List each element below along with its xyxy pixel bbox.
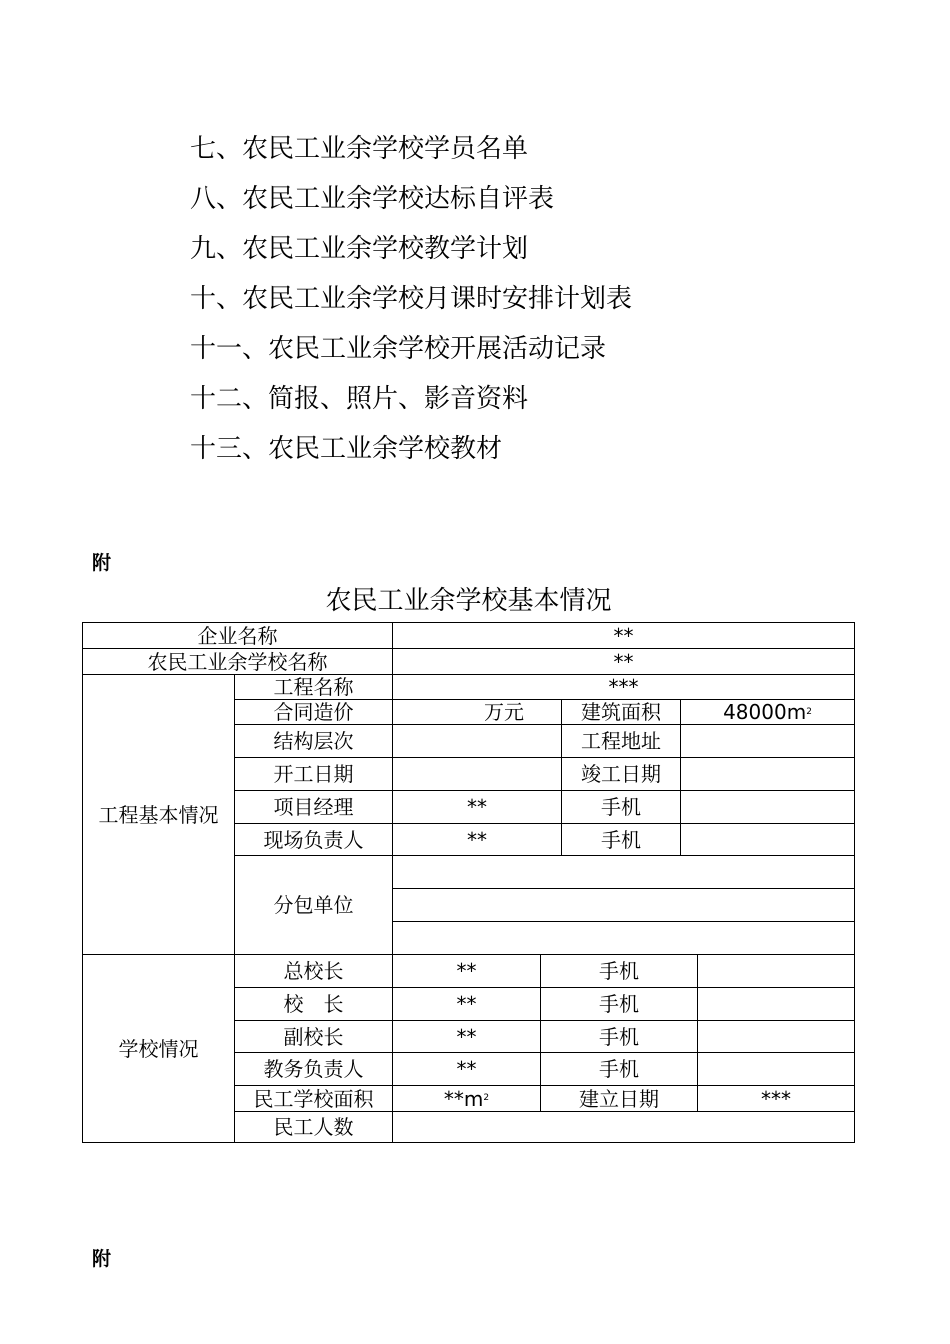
phone-value bbox=[697, 1052, 855, 1086]
phone-value bbox=[680, 790, 855, 824]
founding-date-label: 建立日期 bbox=[540, 1085, 698, 1112]
project-address-value bbox=[680, 724, 855, 758]
project-manager-label: 项目经理 bbox=[234, 790, 393, 824]
phone-label: 手机 bbox=[540, 1052, 698, 1086]
phone-label: 手机 bbox=[561, 823, 681, 856]
subcontractor-value bbox=[392, 888, 855, 922]
start-date-value bbox=[392, 757, 562, 791]
phone-value bbox=[697, 987, 855, 1021]
list-item: 十二、简报、照片、影音资料 bbox=[190, 384, 529, 414]
academic-affairs-label: 教务负责人 bbox=[234, 1052, 393, 1086]
school-area-value: **m 2 bbox=[392, 1085, 541, 1112]
principal-value: ** bbox=[392, 987, 541, 1021]
phone-value bbox=[697, 954, 855, 988]
general-principal-label: 总校长 bbox=[234, 954, 393, 988]
company-name-label: 企业名称 bbox=[82, 622, 393, 649]
list-item: 十三、农民工业余学校教材 bbox=[190, 434, 503, 464]
completion-date-label: 竣工日期 bbox=[561, 757, 681, 791]
list-item: 七、农民工业余学校学员名单 bbox=[190, 134, 529, 164]
phone-label: 手机 bbox=[540, 1020, 698, 1053]
school-name-label: 农民工业余学校名称 bbox=[82, 648, 393, 675]
structure-value bbox=[392, 724, 562, 758]
site-leader-value: ** bbox=[392, 823, 562, 856]
list-item: 八、农民工业余学校达标自评表 bbox=[190, 184, 555, 214]
list-item: 十、农民工业余学校月课时安排计划表 bbox=[190, 284, 633, 314]
vice-principal-value: ** bbox=[392, 1020, 541, 1053]
subcontractor-value bbox=[392, 921, 855, 955]
start-date-label: 开工日期 bbox=[234, 757, 393, 791]
building-area-value: 48000m 2 bbox=[680, 699, 855, 725]
school-section-label: 学校情况 bbox=[82, 954, 235, 1143]
worker-count-value bbox=[392, 1111, 855, 1143]
contract-price-label: 合同造价 bbox=[234, 699, 393, 725]
school-area-label: 民工学校面积 bbox=[234, 1085, 393, 1112]
phone-label: 手机 bbox=[540, 987, 698, 1021]
project-section-label: 工程基本情况 bbox=[82, 674, 235, 955]
project-name-value: *** bbox=[392, 674, 855, 700]
project-name-label: 工程名称 bbox=[234, 674, 393, 700]
phone-label: 手机 bbox=[540, 954, 698, 988]
subcontractor-label: 分包单位 bbox=[234, 855, 393, 955]
company-name-value: ** bbox=[392, 622, 855, 649]
worker-count-label: 民工人数 bbox=[234, 1111, 393, 1143]
subcontractor-value bbox=[392, 855, 855, 889]
list-item: 十一、农民工业余学校开展活动记录 bbox=[190, 334, 607, 364]
contract-price-value: 万元 bbox=[392, 699, 562, 725]
phone-value bbox=[697, 1020, 855, 1053]
contents-list bbox=[190, 128, 632, 478]
list-item: 九、农民工业余学校教学计划 bbox=[190, 234, 529, 264]
site-leader-label: 现场负责人 bbox=[234, 823, 393, 856]
phone-label: 手机 bbox=[561, 790, 681, 824]
table-title: 农民工业余学校基本情况 bbox=[325, 586, 612, 616]
completion-date-value bbox=[680, 757, 855, 791]
project-address-label: 工程地址 bbox=[561, 724, 681, 758]
phone-value bbox=[680, 823, 855, 856]
vice-principal-label: 副校长 bbox=[234, 1020, 393, 1053]
appendix-label: 附 bbox=[92, 552, 112, 574]
founding-date-value: *** bbox=[697, 1085, 855, 1112]
appendix-label: 附 bbox=[92, 1248, 112, 1270]
school-name-value: ** bbox=[392, 648, 855, 675]
structure-label: 结构层次 bbox=[234, 724, 393, 758]
school-info-table bbox=[82, 622, 855, 1143]
general-principal-value: ** bbox=[392, 954, 541, 988]
building-area-label: 建筑面积 bbox=[561, 699, 681, 725]
academic-affairs-value: ** bbox=[392, 1052, 541, 1086]
principal-label: 校 长 bbox=[234, 987, 393, 1021]
project-manager-value: ** bbox=[392, 790, 562, 824]
